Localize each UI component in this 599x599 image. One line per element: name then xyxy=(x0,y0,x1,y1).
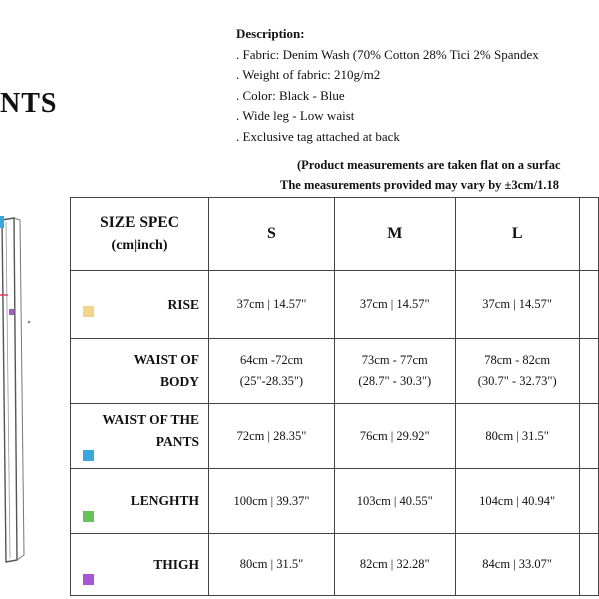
cell-line: (25"-28.35") xyxy=(239,374,304,388)
row-header-thigh xyxy=(71,534,209,596)
table-cell: 37cm | 14.57" xyxy=(455,271,579,339)
length-color-swatch xyxy=(83,511,94,522)
diagram-dot xyxy=(28,321,31,324)
row-label xyxy=(134,349,199,393)
description-line-color: . Color: Black - Blue xyxy=(236,87,345,103)
table-row xyxy=(71,469,599,534)
product-title-fragment: NTS xyxy=(0,88,58,119)
table-cell: 104cm | 40.94" xyxy=(455,469,579,534)
description-line-weight: . Weight of fabric: 210g/m2 xyxy=(236,67,381,82)
table-row xyxy=(71,404,599,469)
waist-color-swatch xyxy=(83,450,94,461)
size-m-header: M xyxy=(334,198,455,271)
size-spec-header xyxy=(71,198,209,271)
table-cell xyxy=(334,339,455,404)
size-l-header: L xyxy=(455,198,579,271)
table-cell: 103cm | 40.55" xyxy=(334,469,455,534)
row-label-line: WAIST OF THE xyxy=(102,412,200,427)
row-header-waist-of-pants xyxy=(71,404,209,469)
description-block xyxy=(236,24,539,147)
table-cell xyxy=(455,339,579,404)
description-heading: Description: xyxy=(236,26,305,41)
table-row xyxy=(71,534,599,596)
size-spec-title: SIZE SPEC xyxy=(100,214,179,231)
cut-off-cell xyxy=(579,271,598,339)
cut-off-cell xyxy=(579,404,598,469)
table-row xyxy=(71,271,599,339)
table-cell: 37cm | 14.57" xyxy=(209,271,335,339)
description-line-fabric: . Fabric: Denim Wash (70% Cotton 28% Tici 2% Spandex xyxy=(236,46,539,62)
description-line-tag: . Exclusive tag attached at back xyxy=(236,128,400,144)
row-label: LENGHTH xyxy=(130,493,200,508)
cell-line: 73cm - 77cm xyxy=(361,353,428,367)
cut-off-cell xyxy=(579,534,598,596)
row-label xyxy=(103,409,200,453)
table-cell: 76cm | 29.92" xyxy=(334,404,455,469)
row-header-waist-of-body xyxy=(71,339,209,404)
table-cell: 80cm | 31.5" xyxy=(455,404,579,469)
cut-off-column xyxy=(579,198,598,271)
pants-diagram xyxy=(0,210,32,570)
row-label-line: PANTS xyxy=(155,434,200,449)
row-label-line: BODY xyxy=(160,374,200,389)
table-header-row xyxy=(71,198,599,271)
measurement-note-line2: The measurements provided may vary by ±3cm/1.18 xyxy=(280,178,559,192)
table-cell: 72cm | 28.35" xyxy=(209,404,335,469)
description-line-style: . Wide leg - Low waist xyxy=(236,108,355,123)
table-cell: 100cm | 39.37" xyxy=(209,469,335,534)
size-spec-unit: (cm|inch) xyxy=(111,238,168,253)
size-spec-table xyxy=(70,197,599,596)
table-cell: 84cm | 33.07" xyxy=(455,534,579,596)
table-cell: 82cm | 32.28" xyxy=(334,534,455,596)
diagram-marker-waist xyxy=(0,216,4,228)
table-cell: 80cm | 31.5" xyxy=(209,534,335,596)
row-label: RISE xyxy=(167,296,200,312)
table-cell xyxy=(209,339,335,404)
cut-off-cell xyxy=(579,339,598,404)
cell-line: (30.7" - 32.73") xyxy=(477,374,557,388)
row-label: THIGH xyxy=(153,556,200,572)
measurement-note-line1: (Product measurements are taken flat on a surfac xyxy=(297,158,561,172)
cell-line: 78cm - 82cm xyxy=(484,353,551,367)
cut-off-cell xyxy=(579,469,598,534)
diagram-marker-thigh xyxy=(9,309,14,315)
table-row xyxy=(71,339,599,404)
size-s-header: S xyxy=(209,198,335,271)
table-cell: 37cm | 14.57" xyxy=(334,271,455,339)
measurement-note xyxy=(280,155,561,195)
rise-color-swatch xyxy=(83,306,94,317)
cell-line: 64cm -72cm xyxy=(240,353,303,367)
cell-line: (28.7" - 30.3") xyxy=(358,374,432,388)
thigh-color-swatch xyxy=(83,574,94,585)
row-header-rise xyxy=(71,271,209,339)
row-header-length xyxy=(71,469,209,534)
row-label-line: WAIST OF xyxy=(133,352,200,367)
